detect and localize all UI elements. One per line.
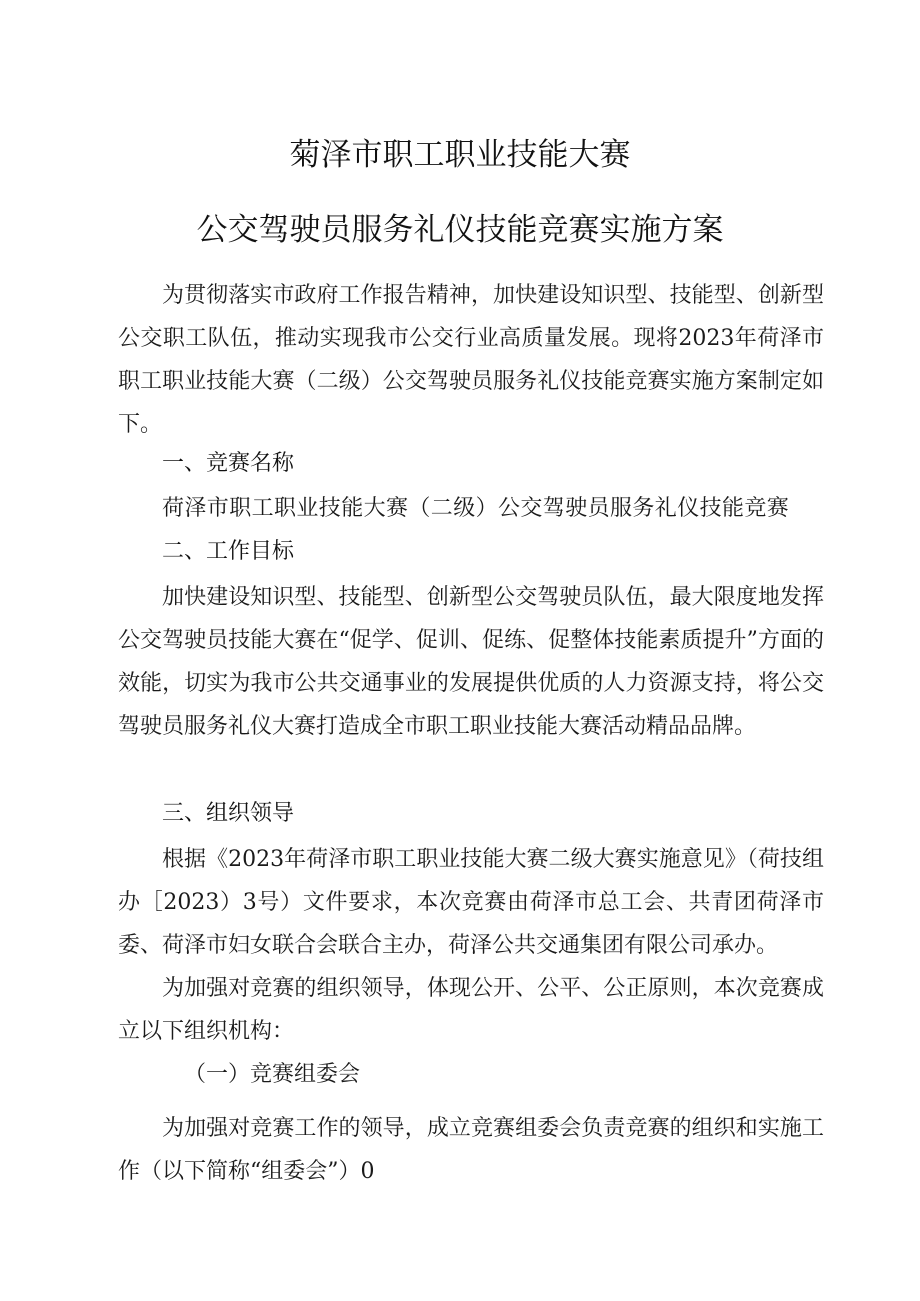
intro-paragraph: 为贯彻落实市政府工作报告精神，加快建设知识型、技能型、创新型公交职工队伍，推动实现我市公交行业高质量发展。现将2023年荷泽市职工职业技能大赛（二级）公交驾驶员服务礼仪技能竞赛实施方案制定如下。	[118, 283, 824, 437]
document-title-line1: 菊泽市职工职业技能大赛	[289, 137, 631, 173]
section1-heading: 一、竞赛名称	[162, 451, 295, 476]
section3-heading: 三、组织领导	[162, 801, 295, 826]
section2-body: 加快建设知识型、技能型、创新型公交驾驶员队伍，最大限度地发挥公交驾驶员技能大赛在“促学、促训、促练、促整体技能素质提升”方面的效能，切实为我市公共交通事业的发展提供优质的人力资源支持，将公交驾驶员服务礼仪大赛打造成全市职工职业技能大赛活动精品品牌。	[118, 585, 824, 739]
section1-body: 荷泽市职工职业技能大赛（二级）公交驾驶员服务礼仪技能竞赛	[162, 496, 790, 521]
document-title-line2: 公交驾驶员服务礼仪技能竞赛实施方案	[196, 212, 724, 248]
section3-sub1-body: 为加强对竞赛工作的领导，成立竞赛组委会负责竞赛的组织和实施工作（以下简称“组委会”）0	[118, 1116, 824, 1184]
section2-heading: 二、工作目标	[162, 539, 295, 564]
section3-body1: 根据《2023年荷泽市职工职业技能大赛二级大赛实施意见》（荷技组办［2023）3号）文件要求，本次竞赛由荷泽市总工会、共青团荷泽市委、荷泽市妇女联合会联合主办，荷泽公共交通集团有限公司承办。	[118, 847, 824, 958]
section3-sub1-heading: （一）竞赛组委会	[184, 1062, 361, 1087]
section3-body2: 为加强对竞赛的组织领导，体现公开、公平、公正原则，本次竞赛成立以下组织机构：	[118, 976, 824, 1044]
